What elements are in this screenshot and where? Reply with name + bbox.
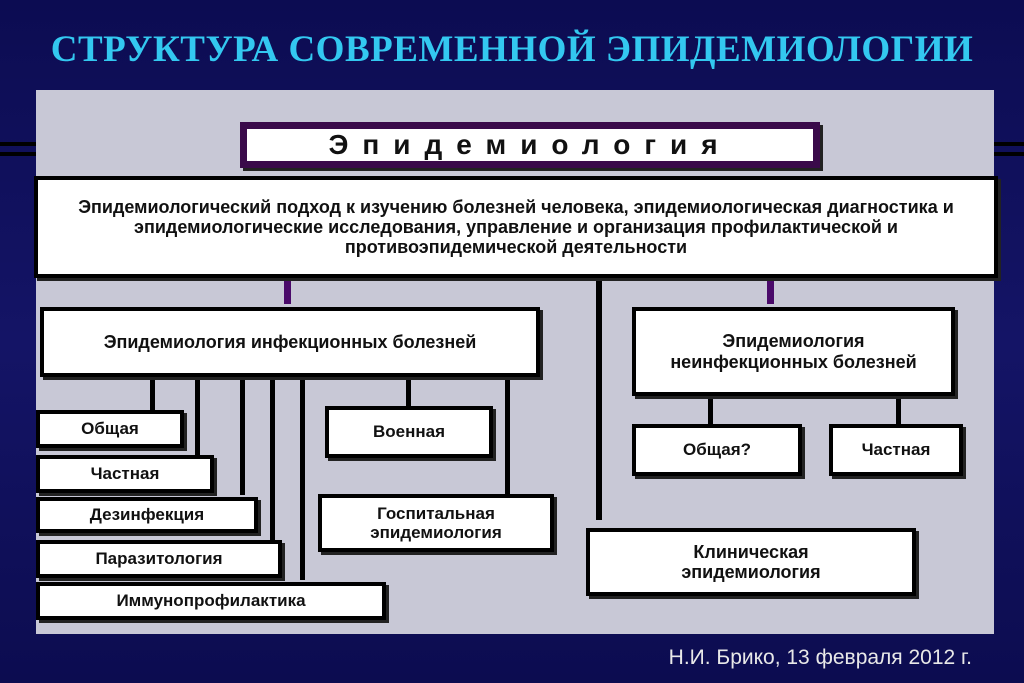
noninfectious-general-box: Общая?: [632, 424, 802, 476]
disinfection-box: Дезинфекция: [36, 497, 258, 533]
immunoprophylaxis-box: Иммунопрофилактика: [36, 582, 386, 620]
connector-line: [150, 377, 155, 411]
noninfectious-special-box: Частная: [829, 424, 963, 476]
connector-line: [270, 377, 275, 540]
infectious-epidemiology-box: Эпидемиология инфекционных болезней: [40, 307, 540, 377]
description-box: Эпидемиологический подход к изучению болезней человека, эпидемиологическая диагностика и эпидемиологические исследования, управление и организация профилактической и противоэпидемической деятельности: [34, 176, 998, 278]
connector-line: [896, 396, 901, 425]
military-box: Военная: [325, 406, 493, 458]
connector-line: [240, 377, 245, 495]
clinical-epidemiology-box: Клиническая эпидемиология: [586, 528, 916, 596]
connector-line: [505, 377, 510, 494]
author-footer: Н.И. Брико, 13 февраля 2012 г.: [668, 646, 972, 669]
connector-line: [195, 377, 200, 457]
noninfectious-epidemiology-box: Эпидемиология неинфекционных болезней: [632, 307, 955, 396]
connector-line: [406, 377, 411, 406]
connector-line: [284, 278, 291, 304]
connector-line: [300, 377, 305, 580]
infectious-special-box: Частная: [36, 455, 214, 493]
hospital-epidemiology-box: Госпитальная эпидемиология: [318, 494, 554, 552]
slide-title: СТРУКТУРА СОВРЕМЕННОЙ ЭПИДЕМИОЛОГИИ: [50, 29, 974, 70]
infectious-general-box: Общая: [36, 410, 184, 448]
connector-line: [596, 278, 602, 520]
connector-line: [708, 396, 713, 425]
root-box-epidemiology: Эпидемиология: [240, 122, 820, 168]
parasitology-box: Паразитология: [36, 540, 282, 578]
connector-line: [767, 278, 774, 304]
